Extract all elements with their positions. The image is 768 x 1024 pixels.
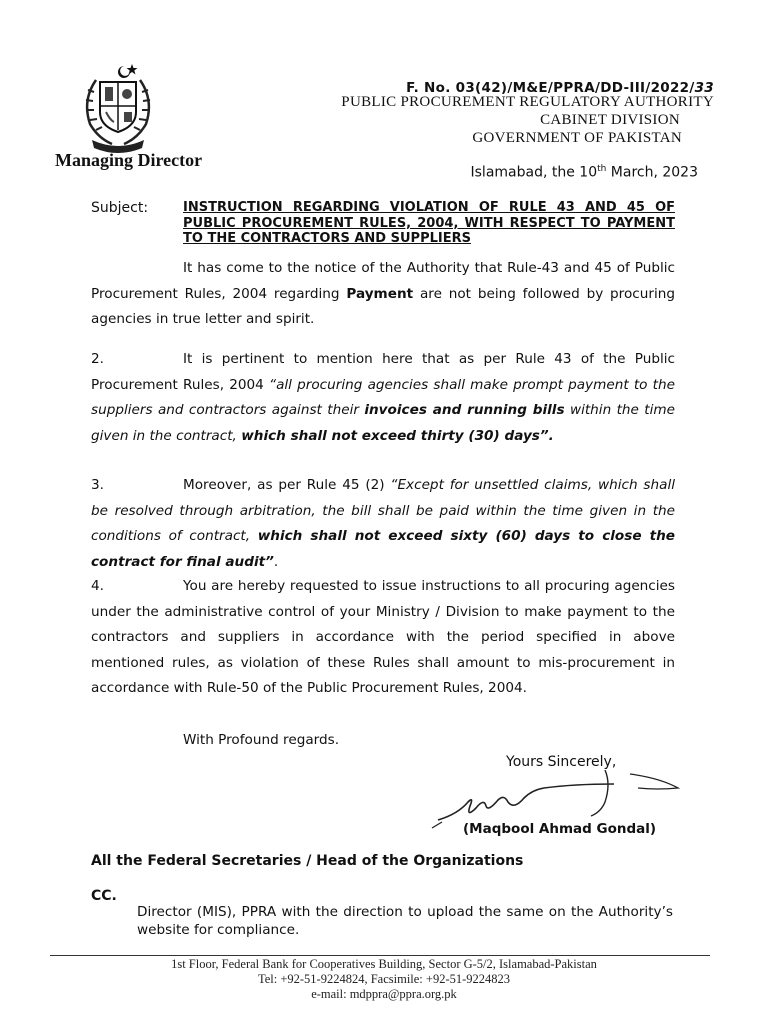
footer-divider (50, 955, 710, 956)
letter-date: Islamabad, the 10th March, 2023 (470, 164, 698, 181)
footer-address: 1st Floor, Federal Bank for Cooperatives Building, Sector G-5/2, Islamabad-Pakistan (171, 957, 597, 971)
division-name: CABINET DIVISION (540, 112, 680, 128)
footer-email: e-mail: mdppra@ppra.org.pk (311, 987, 457, 1001)
addressee: All the Federal Secretaries / Head of the Organizations (91, 853, 524, 869)
subject-text: INSTRUCTION REGARDING VIOLATION OF RULE 43 AND 45 OF PUBLIC PROCUREMENT RULES, 2004, WITH RESPECT TO PAYMENT TO THE CONTRACTORS AND SUPPLIERS (183, 200, 675, 246)
cc-text: Director (MIS), PPRA with the direction to upload the same on the Authority’s website for compliance. (137, 904, 673, 938)
paragraph-3: 3. Moreover, as per Rule 45 (2) “Except for unsettled claims, which shall be resolved through arbitration, the bill shall be paid within the time given in the conditions of contract, which shall not exceed sixty (60) days to close the contract for final audit”. (91, 477, 675, 570)
closing-sincerely: Yours Sincerely, (506, 754, 617, 770)
government-name: GOVERNMENT OF PAKISTAN (472, 130, 682, 146)
paragraph-1: It has come to the notice of the Authority that Rule-43 and 45 of Public Procurement Rules, 2004 regarding Payment are not being followed by procuring agencies in true letter and spirit. (91, 260, 675, 327)
paragraph-4: 4. You are hereby requested to issue instructions to all procuring agencies under the administrative control of your Ministry / Division to make payment to the contractors and suppliers in accordance with the period specified in above mentioned rules, as violation of these Rules shall amount to mis-procurement in accordance with Rule-50 of the Public Procurement Rules, 2004. (91, 578, 675, 696)
file-number: F. No. 03(42)/M&E/PPRA/DD-III/2022/33 (406, 80, 714, 96)
org-name: PUBLIC PROCUREMENT REGULATORY AUTHORITY (341, 94, 714, 110)
closing-regards: With Profound regards. (183, 732, 340, 748)
footer-phone: Tel: +92-51-9224824, Facsimile: +92-51-9224823 (257, 972, 511, 986)
subject-label: Subject: (91, 200, 149, 216)
signer-name: (Maqbool Ahmad Gondal) (463, 821, 657, 837)
office-label: Managing Director (55, 150, 203, 170)
state-emblem-icon (78, 60, 158, 156)
paragraph-2: 2. It is pertinent to mention here that as per Rule 43 of the Public Procurement Rules, 2004 “all procuring agencies shall make prompt payment to the suppliers and contractors against their invoices and running bills within the time given in the contract, which shall not exceed thirty (30) days”. (91, 351, 676, 444)
cc-label: CC. (91, 888, 117, 904)
